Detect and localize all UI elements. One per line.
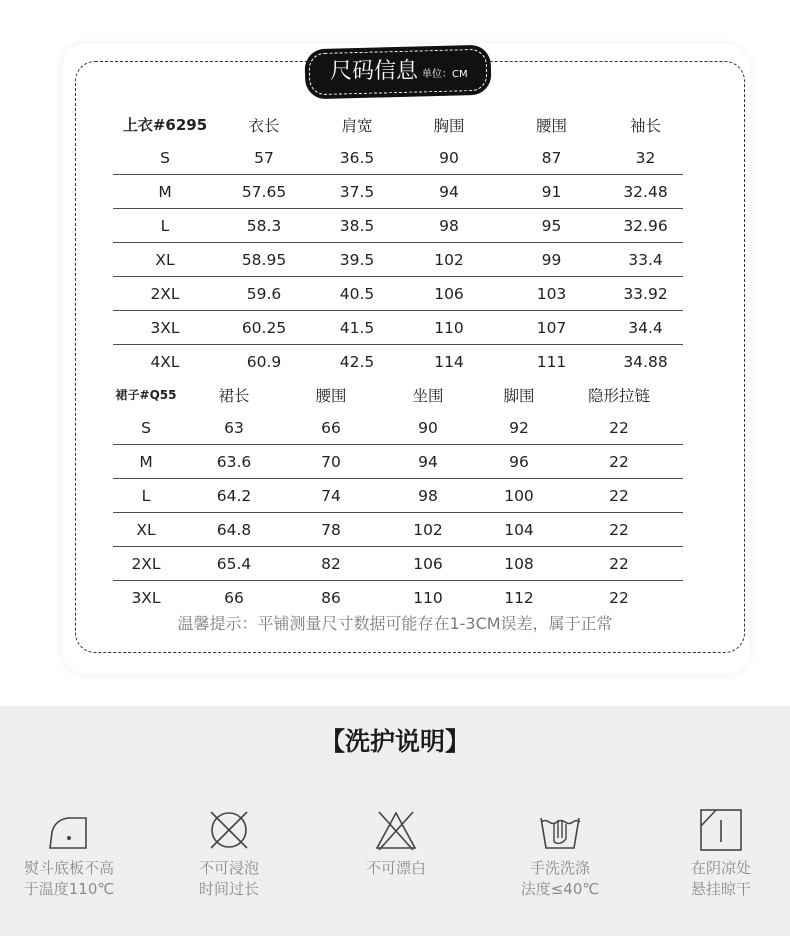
table-cell: 57.65 <box>217 175 311 209</box>
size-cell: M <box>113 175 217 209</box>
size-cell: M <box>113 445 179 479</box>
shade-dry-icon <box>698 808 744 852</box>
no-bleach-icon <box>373 808 419 852</box>
table-row <box>113 141 683 175</box>
table-cell: 108 <box>483 547 555 581</box>
no-tumble-dry-icon <box>206 808 252 852</box>
size-cell: S <box>113 141 217 175</box>
table-cell: 94 <box>373 445 483 479</box>
table-row <box>113 547 683 581</box>
table-cell: 60.25 <box>217 311 311 345</box>
table-row <box>113 479 683 513</box>
table-row <box>113 175 683 209</box>
hand-wash-icon <box>537 808 583 852</box>
table-cell: 100 <box>483 479 555 513</box>
table-cell: 22 <box>555 513 683 547</box>
table-cell: 103 <box>495 277 608 311</box>
size-info-title: 尺码信息 <box>330 59 419 84</box>
care-section <box>0 706 790 936</box>
product-code-skirt: 裙子#Q55 <box>115 388 177 402</box>
table-cell: 66 <box>289 411 373 445</box>
table-cell: 22 <box>555 445 683 479</box>
table-cell: 22 <box>555 547 683 581</box>
table-cell: 87 <box>495 141 608 175</box>
col-header: 坐围 <box>412 386 444 405</box>
care-item-no-tumble-dry <box>164 808 294 900</box>
table-cell: 74 <box>289 479 373 513</box>
table-cell: 99 <box>495 243 608 277</box>
table-cell: 110 <box>413 588 443 607</box>
size-cell: 2XL <box>113 277 217 311</box>
table-cell: 63.6 <box>179 445 289 479</box>
table-cell: 102 <box>403 243 495 277</box>
table-cell: 98 <box>403 209 495 243</box>
col-header: 腰围 <box>535 116 567 135</box>
table-row <box>113 209 683 243</box>
table-cell: 34.4 <box>608 311 683 345</box>
size-cell: 4XL <box>150 352 180 371</box>
table-cell: 22 <box>555 479 683 513</box>
col-header: 衣长 <box>248 116 280 135</box>
table-cell: 32.96 <box>608 209 683 243</box>
iron-icon <box>46 808 92 852</box>
col-header: 隐形拉链 <box>587 386 650 405</box>
col-header: 袖长 <box>629 116 661 135</box>
table-cell: 95 <box>495 209 608 243</box>
table-cell: 82 <box>289 547 373 581</box>
table-cell: 37.5 <box>311 175 403 209</box>
table-cell: 94 <box>403 175 495 209</box>
care-label-line1: 手洗洗涤 <box>529 859 590 877</box>
table-cell: 33.4 <box>608 243 683 277</box>
care-label-line2: 时间过长 <box>198 880 259 898</box>
care-label-line2: 法度≤40℃ <box>520 880 600 898</box>
table-cell: 90 <box>373 411 483 445</box>
table-cell: 32.48 <box>608 175 683 209</box>
col-header: 肩宽 <box>341 116 373 135</box>
table-row <box>113 581 683 615</box>
col-header: 胸围 <box>433 116 465 135</box>
care-label-line1: 不可浸泡 <box>198 859 259 877</box>
table-cell: 57 <box>217 141 311 175</box>
care-title: 【洗护说明】 <box>319 727 470 756</box>
table-cell: 60.9 <box>246 352 282 371</box>
table-cell: 110 <box>403 311 495 345</box>
table-row <box>113 513 683 547</box>
table-row <box>113 311 683 345</box>
table-row <box>113 411 683 445</box>
col-header: 腰围 <box>315 386 347 405</box>
table-cell: 98 <box>373 479 483 513</box>
table-cell: 112 <box>504 588 534 607</box>
size-cell: XL <box>113 243 217 277</box>
col-header: 脚围 <box>503 386 535 405</box>
table-cell: 22 <box>609 588 629 607</box>
table-cell: 92 <box>483 411 555 445</box>
table-cell: 32 <box>608 141 683 175</box>
table-cell: 78 <box>289 513 373 547</box>
table-row <box>113 277 683 311</box>
table-header-row <box>113 108 683 141</box>
table-cell: 111 <box>536 352 567 371</box>
care-label-line1: 在阴凉处 <box>690 859 751 877</box>
size-cell: L <box>113 209 217 243</box>
table-cell: 106 <box>403 277 495 311</box>
care-label-line2: 悬挂晾干 <box>690 880 751 898</box>
table-cell: 58.3 <box>217 209 311 243</box>
product-code-top: 上衣#6295 <box>122 116 208 134</box>
col-header: 裙长 <box>218 386 250 405</box>
care-item-iron <box>4 808 134 900</box>
table-cell: 102 <box>373 513 483 547</box>
table-cell: 64.8 <box>179 513 289 547</box>
table-cell: 66 <box>224 588 244 607</box>
care-item-no-bleach <box>331 808 461 879</box>
table-cell: 64.2 <box>179 479 289 513</box>
table-row <box>113 243 683 277</box>
table-cell: 104 <box>483 513 555 547</box>
care-item-hand-wash <box>495 808 625 900</box>
unit-label: 单位：CM <box>422 69 468 80</box>
table-cell: 33.92 <box>608 277 683 311</box>
table-cell: 90 <box>403 141 495 175</box>
measurement-note: 温馨提示：平铺测量尺寸数据可能存在1-3CM误差，属于正常 <box>177 614 613 633</box>
top-size-table <box>113 108 683 378</box>
table-cell: 91 <box>495 175 608 209</box>
table-cell: 96 <box>483 445 555 479</box>
table-row <box>113 345 683 379</box>
care-item-shade-dry <box>656 808 786 900</box>
table-cell: 41.5 <box>311 311 403 345</box>
table-cell: 65.4 <box>179 547 289 581</box>
table-cell: 39.5 <box>311 243 403 277</box>
table-cell: 38.5 <box>311 209 403 243</box>
size-cell: S <box>113 411 179 445</box>
care-label-line1: 熨斗底板不高 <box>23 859 114 877</box>
table-cell: 63 <box>179 411 289 445</box>
table-cell: 40.5 <box>311 277 403 311</box>
table-cell: 59.6 <box>217 277 311 311</box>
size-cell: XL <box>113 513 179 547</box>
bottom-size-table <box>113 378 683 614</box>
table-header-row <box>113 378 683 411</box>
table-row <box>113 445 683 479</box>
table-cell: 34.88 <box>623 352 668 371</box>
care-label-line1: 不可漂白 <box>365 859 426 877</box>
size-cell: L <box>113 479 179 513</box>
table-cell: 86 <box>321 588 341 607</box>
table-cell: 70 <box>289 445 373 479</box>
size-cell: 2XL <box>113 547 179 581</box>
table-cell: 42.5 <box>339 352 375 371</box>
table-cell: 107 <box>495 311 608 345</box>
size-cell: 3XL <box>131 588 161 607</box>
size-cell: 3XL <box>113 311 217 345</box>
table-cell: 106 <box>373 547 483 581</box>
table-cell: 36.5 <box>311 141 403 175</box>
table-cell: 22 <box>555 411 683 445</box>
care-label-line2: 于温度110℃ <box>23 880 115 898</box>
table-cell: 58.95 <box>217 243 311 277</box>
table-cell: 114 <box>434 352 464 371</box>
